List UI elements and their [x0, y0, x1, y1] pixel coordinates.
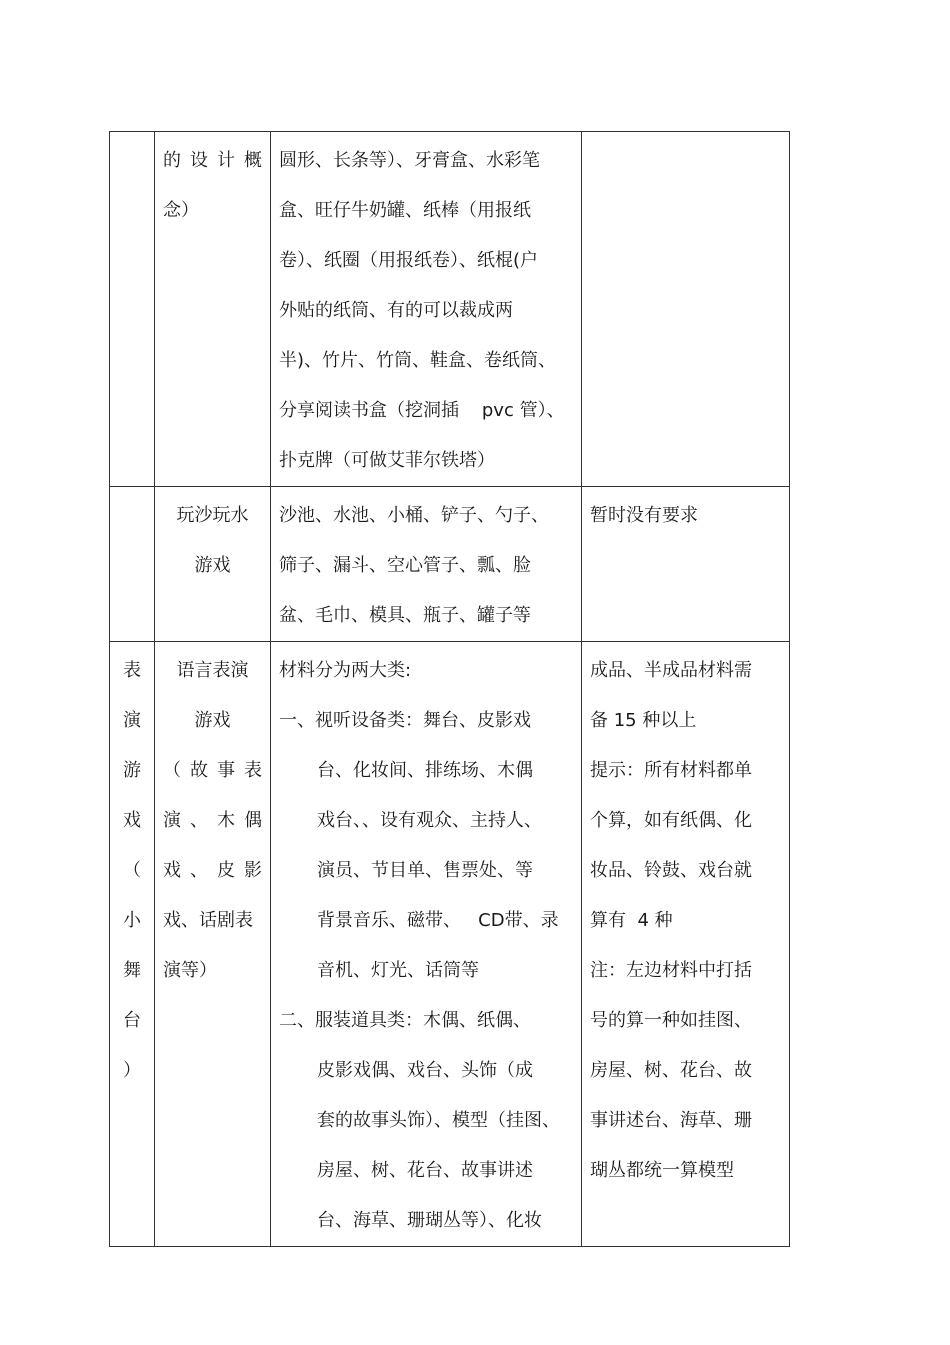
game-line: 的 设 计 概: [163, 150, 262, 171]
game-cell: [155, 642, 271, 1247]
game-line: 演 、 木 偶: [163, 810, 262, 831]
category-cell: [110, 487, 155, 642]
material-line: 皮影戏偶、戏台、头饰（成: [317, 1060, 533, 1081]
material-line: 台、海草、珊瑚丛等）、化妆: [317, 1210, 542, 1231]
section-title: 二、服装道具类：木偶、纸偶、: [279, 1010, 531, 1031]
materials-table: [109, 131, 790, 1247]
material-line: 扑克牌（可做艾菲尔铁塔）: [279, 450, 495, 471]
game-line: 念）: [163, 200, 199, 221]
requirement-line: 备 15 种以上: [590, 710, 697, 731]
category-char: 舞: [123, 960, 141, 981]
requirement-line: 瑚丛都统一算模型: [590, 1160, 734, 1181]
requirement-line: 妆品、铃鼓、戏台就: [590, 860, 752, 881]
game-line: 游戏: [194, 710, 231, 731]
game-line: 游戏: [194, 555, 231, 576]
material-line: 台、化妆间、排练场、木偶: [317, 760, 533, 781]
requirement-line: 个算，如有纸偶、化: [590, 810, 752, 831]
material-line: 沙池、水池、小桶、铲子、勺子、: [279, 505, 549, 526]
game-cell: [155, 132, 271, 487]
category-cell: [110, 642, 155, 1247]
material-line: 背景音乐、磁带、 CD带、录: [317, 910, 559, 931]
game-line: 语言表演: [176, 660, 249, 681]
requirement-line: 房屋、树、花台、故: [590, 1060, 752, 1081]
material-line: 音机、灯光、话筒等: [317, 960, 479, 981]
game-line: （ 故 事 表: [163, 760, 262, 781]
material-line: 演员、节目单、售票处、等: [317, 860, 533, 881]
material-line: 套的故事头饰）、模型（挂图、: [317, 1110, 560, 1131]
material-line: 盆、毛巾、模具、瓶子、罐子等: [279, 605, 531, 626]
category-char: 表: [123, 660, 141, 681]
table-row: [110, 132, 790, 487]
category-char: 台: [123, 1010, 141, 1031]
category-char: 演: [123, 710, 141, 731]
requirement-cell: [582, 642, 790, 1247]
material-line: 卷）、纸圈（用报纸卷）、纸棍(户: [279, 250, 539, 271]
materials-cell: [271, 487, 582, 642]
materials-intro: 材料分为两大类:: [279, 660, 412, 681]
category-cell: [110, 132, 155, 487]
material-line: 盒、旺仔牛奶罐、纸棒（用报纸: [279, 200, 531, 221]
category-char: 游: [123, 760, 141, 781]
requirement-cell: [582, 487, 790, 642]
requirement-line: 提示：所有材料都单: [590, 760, 752, 781]
materials-cell: [271, 642, 582, 1247]
game-line: 玩沙玩水: [176, 505, 249, 526]
materials-cell: [271, 132, 582, 487]
material-line: 外贴的纸筒、有的可以裁成两: [279, 300, 513, 321]
category-char: 小: [123, 910, 141, 931]
game-cell: [155, 487, 271, 642]
game-line: 戏 、 皮 影: [163, 860, 262, 881]
material-line: 筛子、漏斗、空心管子、瓢、脸: [279, 555, 531, 576]
section-title: 一、视听设备类：舞台、皮影戏: [279, 710, 531, 731]
category-char: 戏: [123, 810, 141, 831]
table-row: [110, 642, 790, 1247]
requirement-text: 暂时没有要求: [590, 505, 698, 526]
game-line: 戏、话剧表: [163, 910, 253, 931]
requirement-line: 号的算一种如挂图、: [590, 1010, 752, 1031]
requirement-line: 成品、半成品材料需: [590, 660, 752, 681]
category-char: （: [123, 860, 141, 881]
category-char: ）: [123, 1060, 141, 1081]
material-line: 分享阅读书盒（挖洞插 pvc 管）、: [279, 400, 565, 421]
requirement-line: 注：左边材料中打括: [590, 960, 752, 981]
requirement-cell: [582, 132, 790, 487]
material-line: 房屋、树、花台、故事讲述: [317, 1160, 533, 1181]
requirement-line: 事讲述台、海草、珊: [590, 1110, 752, 1131]
material-line: 半)、竹片、竹筒、鞋盒、卷纸筒、: [279, 350, 557, 371]
table-row: [110, 487, 790, 642]
material-line: 圆形、长条等）、牙膏盒、水彩笔: [279, 150, 540, 171]
material-line: 戏台、、设有观众、主持人、: [317, 810, 542, 831]
game-line: 演等）: [163, 960, 217, 981]
requirement-line: 算有 4 种: [590, 910, 673, 931]
